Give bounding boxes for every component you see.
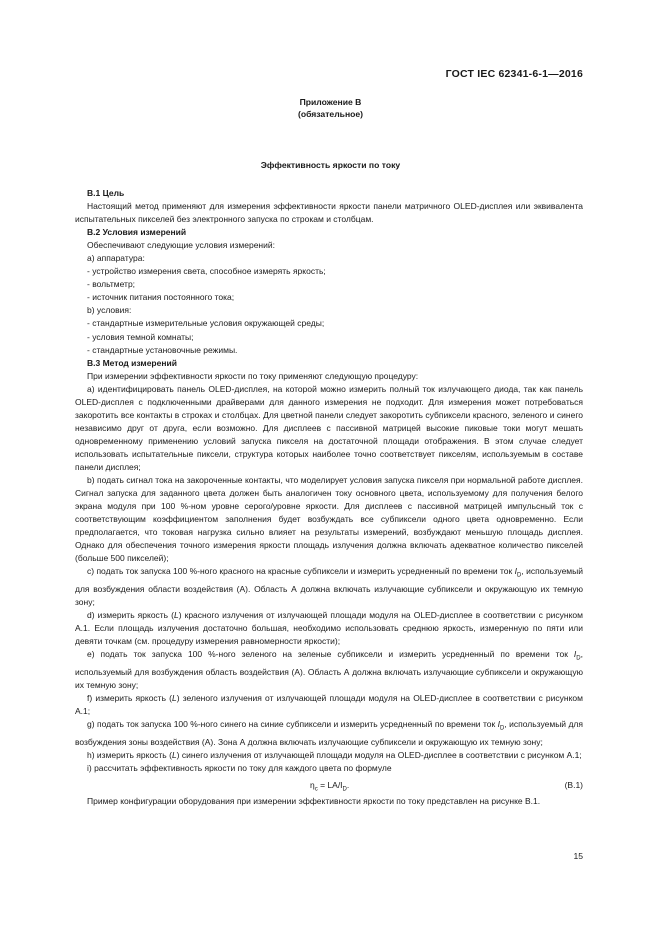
formula-expression: $\eta_c = LA/I_D$.	[310, 780, 350, 793]
paragraph-closing: Пример конфигурации оборудования при измерении эффективности яркости по току представлен на рисунке В.1.	[87, 796, 541, 807]
step-f: f) измерить яркость (L) зеленого излучения от излучающей площади модуля на OLED-дисплее в соответствии с рисунком А.1;	[75, 693, 583, 717]
annex-title: Эффективность яркости по току	[260, 160, 401, 170]
page-number: 15	[573, 851, 583, 861]
list-item: а) аппаратура:	[87, 253, 145, 264]
step-d: d) измерить яркость (L) красного излучения от излучающей площади модуля на OLED-дисплее в соответствии с рисунком А.1. Если площадь излучения достаточно большая, необходимо использовать среднюю яркость, измеренную по пяти или девяти точкам (см. процедуру измерения равномерности яркости);	[75, 610, 583, 647]
section-heading-b3: В.3 Метод измерений	[87, 357, 177, 368]
list-item: - устройство измерения света, способное измерять яркость;	[87, 266, 326, 277]
formula-number: (В.1)	[564, 780, 583, 791]
step-g: g) подать ток запуска 100 %-ного синего на синие субпиксели и измерить усредненный по времени ток $I_D$, используемый для возбуждения зоны воздействия (А). Зона А должна включать излучающие субпиксели и окружающую их темную зону;	[75, 719, 583, 747]
paragraph: Обеспечивают следующие условия измерений:	[87, 240, 275, 251]
document-body	[75, 187, 583, 808]
list-item: b) условия:	[87, 305, 132, 316]
paragraph: Настоящий метод применяют для измерения эффективности яркости панели матричного OLED-дисплея или эквивалента испытательных пикселей без электронного запуска по строкам и столбцам.	[75, 201, 583, 225]
formula-b1	[75, 777, 583, 793]
list-item: - условия темной комнаты;	[87, 331, 194, 342]
section-heading-b2: В.2 Условия измерений	[87, 227, 187, 238]
step-a: а) идентифицировать панель OLED-дисплея, на которой можно измерить полный ток излучающего диода, так как панель OLED-дисплея с подключенными драйверами для данного измерения не подходит. Для измерения может потребоваться закоротить все контакты в строках и столбцах. Для цветной панели следует закоротить субпиксели красного, зеленого и синего независимо друг от друга, если возможно. Для дисплеев с пассивной матрицей высокие пиковые токи могут мешать одновременному применению условий запуска пикселя на достаточной площади отображения. В этом случае следует использовать испытательные пиксели, структура которых наиболее точно соответствует пикселям, используемым в составе панели дисплея;	[75, 383, 583, 472]
annex-label: Приложение В	[299, 97, 362, 107]
list-item: - стандартные установочные режимы.	[87, 344, 238, 355]
annex-status: (обязательное)	[297, 109, 364, 119]
step-c: с) подать ток запуска 100 %-ного красного на красные субпиксели и измерить усредненный по времени ток $I_D$, используемый для возбуждения области воздействия (А). Область А должна включать излучающие субпиксели и окружающую их темную зону;	[75, 566, 584, 608]
paragraph: При измерении эффективности яркости по току применяют следующую процедуру:	[87, 370, 419, 381]
step-i: i) рассчитать эффективность яркости по току для каждого цвета по формуле	[87, 763, 392, 774]
step-h: h) измерить яркость (L) синего излучения от излучающей площади модуля на OLED-дисплее в соответствии с рисунком А.1;	[87, 750, 582, 761]
list-item: - стандартные измерительные условия окружающей среды;	[87, 318, 325, 329]
list-item: - вольтметр;	[87, 279, 136, 290]
section-heading-b1: В.1 Цель	[87, 188, 125, 198]
standard-designation: ГОСТ IEC 62341-6-1—2016	[445, 68, 583, 80]
step-b: b) подать сигнал тока на закороченные контакты, что моделирует условия запуска пикселя при нормальной работе дисплея. Сигнал запуска для заданного цвета должен быть аналогичен току основного цвета, используемому для получения белого экрана модуля при 100 %-ном уровне серого/уровне яркости. Для дисплеев с пассивной матрицей импульсный ток с соответствующим коэффициентом заполнения будет возбуждать все субпиксели одного цвета одновременно. Если предполагается, что токовая нагрузка сильно влияет на результаты измерений, возбуждают меньшую площадь дисплея. Однако для обеспечения точного измерения яркости площадь излучения должна включать адекватное количество пикселей (больше 500 пикселей);	[75, 475, 583, 564]
step-e: е) подать ток запуска 100 %-ного зеленого на зеленые субпиксели и измерить усредненный по времени ток $I_D$, используемый для возбуждения область воздействия (А). Область А должна включать излучающие субпиксели и окружающую их темную зону;	[75, 649, 583, 691]
list-item: - источник питания постоянного тока;	[87, 292, 235, 303]
